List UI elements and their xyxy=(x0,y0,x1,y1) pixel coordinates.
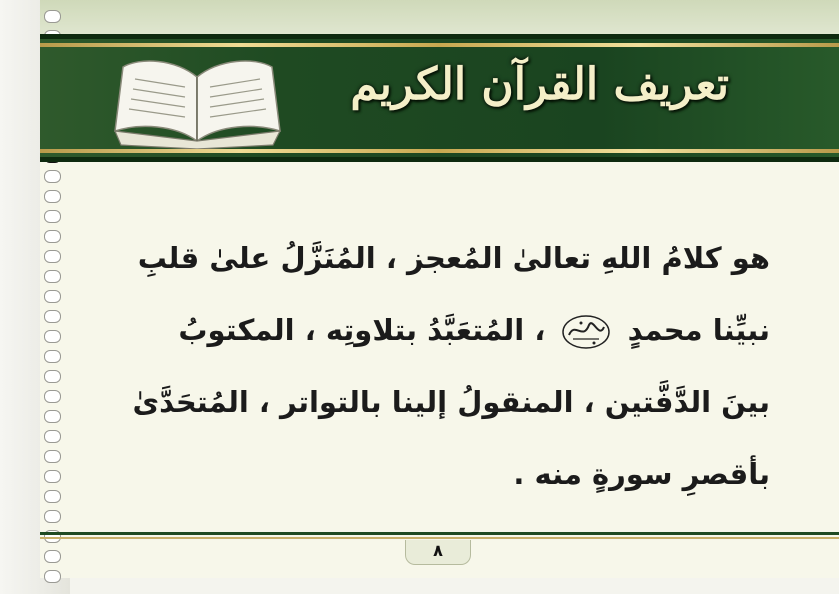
binding-hole xyxy=(44,550,61,563)
binding-hole xyxy=(44,270,61,283)
footer-rule-gold xyxy=(40,537,839,539)
page-header xyxy=(40,34,839,162)
open-quran-book-icon xyxy=(105,49,290,149)
page-number: ٨ xyxy=(405,540,471,565)
top-band xyxy=(40,0,839,34)
binding-hole xyxy=(44,390,61,403)
binding-hole xyxy=(44,250,61,263)
definition-line-3: بينَ الدَّفَّتين ، المنقولُ إلينا بالتواتر ، المُتحَدَّىٰ xyxy=(132,385,770,419)
salawat-calligraphy-icon xyxy=(561,313,611,351)
binding-hole xyxy=(44,570,61,583)
binding-hole xyxy=(44,230,61,243)
binding-hole xyxy=(44,310,61,323)
header-gold-border-bottom xyxy=(40,149,839,153)
definition-line-2-end: ، المُتعَبَّدُ بتلاوتِه ، المكتوبُ xyxy=(178,313,546,347)
definition-line-2 xyxy=(100,294,770,366)
binding-hole xyxy=(44,170,61,183)
definition-text xyxy=(100,222,770,510)
definition-line-1: هو كلامُ اللهِ تعالىٰ المُعجز ، المُنَزَّلُ علىٰ قلبِ xyxy=(137,241,770,275)
definition-line-4: بأقصرِ سورةٍ منه . xyxy=(513,457,770,491)
binding-hole xyxy=(44,350,61,363)
header-gold-border-top xyxy=(40,43,839,47)
binding-hole xyxy=(44,490,61,503)
footer-rule xyxy=(40,532,839,535)
binding-hole xyxy=(44,410,61,423)
binding-hole xyxy=(44,470,61,483)
binding-hole xyxy=(44,370,61,383)
binding-hole xyxy=(44,430,61,443)
binding-hole xyxy=(44,510,61,523)
binding-hole xyxy=(44,210,61,223)
binding-hole xyxy=(44,290,61,303)
binding-hole xyxy=(44,450,61,463)
binding-hole xyxy=(44,330,61,343)
page-title: تعريف القرآن الكريم xyxy=(350,59,729,110)
definition-line-2-start: نبيِّنا محمدٍ xyxy=(627,313,770,347)
binding-hole xyxy=(44,190,61,203)
binding-hole xyxy=(44,10,61,23)
